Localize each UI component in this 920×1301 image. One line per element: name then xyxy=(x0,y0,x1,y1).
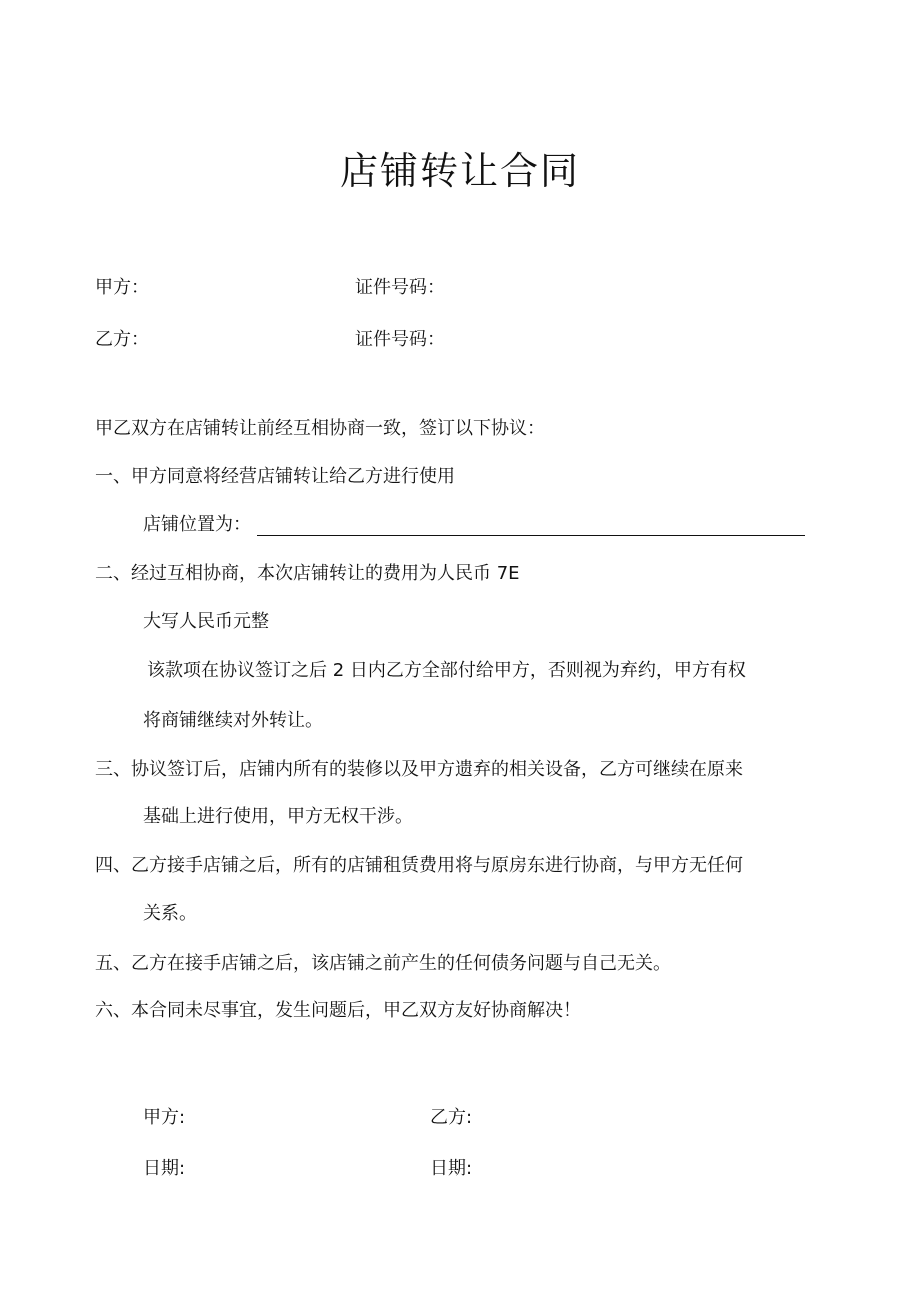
clause-4-line-2: 关系。 xyxy=(143,903,197,924)
contract-title: 店铺转让合同 xyxy=(339,149,580,193)
date-party-a: 日期: xyxy=(143,1158,186,1179)
clause-2-capital: 大写人民币元整 xyxy=(143,611,269,632)
party-b-id-label: 证件号码： xyxy=(355,329,445,350)
store-location-label: 店铺位置为： xyxy=(143,514,251,535)
signature-party-a: 甲方: xyxy=(143,1107,186,1128)
clause-5: 五、乙方在接手店铺之后，该店铺之前产生的任何债务问题与自己无关。 xyxy=(95,953,671,974)
clause-2: 二、经过互相协商，本次店铺转让的费用为人民币 7E xyxy=(95,563,520,584)
clause-3-line-2: 基础上进行使用，甲方无权干涉。 xyxy=(143,806,413,827)
store-location-line xyxy=(143,514,805,536)
party-a-id-label: 证件号码： xyxy=(355,277,445,298)
intro-text: 甲乙双方在店铺转让前经互相协商一致，签订以下协议： xyxy=(95,418,545,439)
clause-2-payment-line-2: 将商铺继续对外转让。 xyxy=(143,710,323,731)
clause-4-line-1: 四、乙方接手店铺之后，所有的店铺租赁费用将与原房东进行协商，与甲方无任何 xyxy=(95,855,743,876)
party-a-label: 甲方： xyxy=(95,277,149,298)
date-party-b: 日期: xyxy=(430,1158,473,1179)
clause-2-payment-line-1: 该款项在协议签订之后 2 日内乙方全部付给甲方，否则视为弃约，甲方有权 xyxy=(147,660,746,681)
signature-party-b: 乙方: xyxy=(430,1107,473,1128)
clause-1: 一、甲方同意将经营店铺转让给乙方进行使用 xyxy=(95,466,455,487)
clause-3-line-1: 三、协议签订后，店铺内所有的装修以及甲方遗弃的相关设备，乙方可继续在原来 xyxy=(95,759,743,780)
clause-6: 六、本合同未尽事宜，发生问题后，甲乙双方友好协商解决！ xyxy=(95,1000,581,1021)
party-b-label: 乙方： xyxy=(95,329,149,350)
store-location-blank xyxy=(257,517,805,536)
